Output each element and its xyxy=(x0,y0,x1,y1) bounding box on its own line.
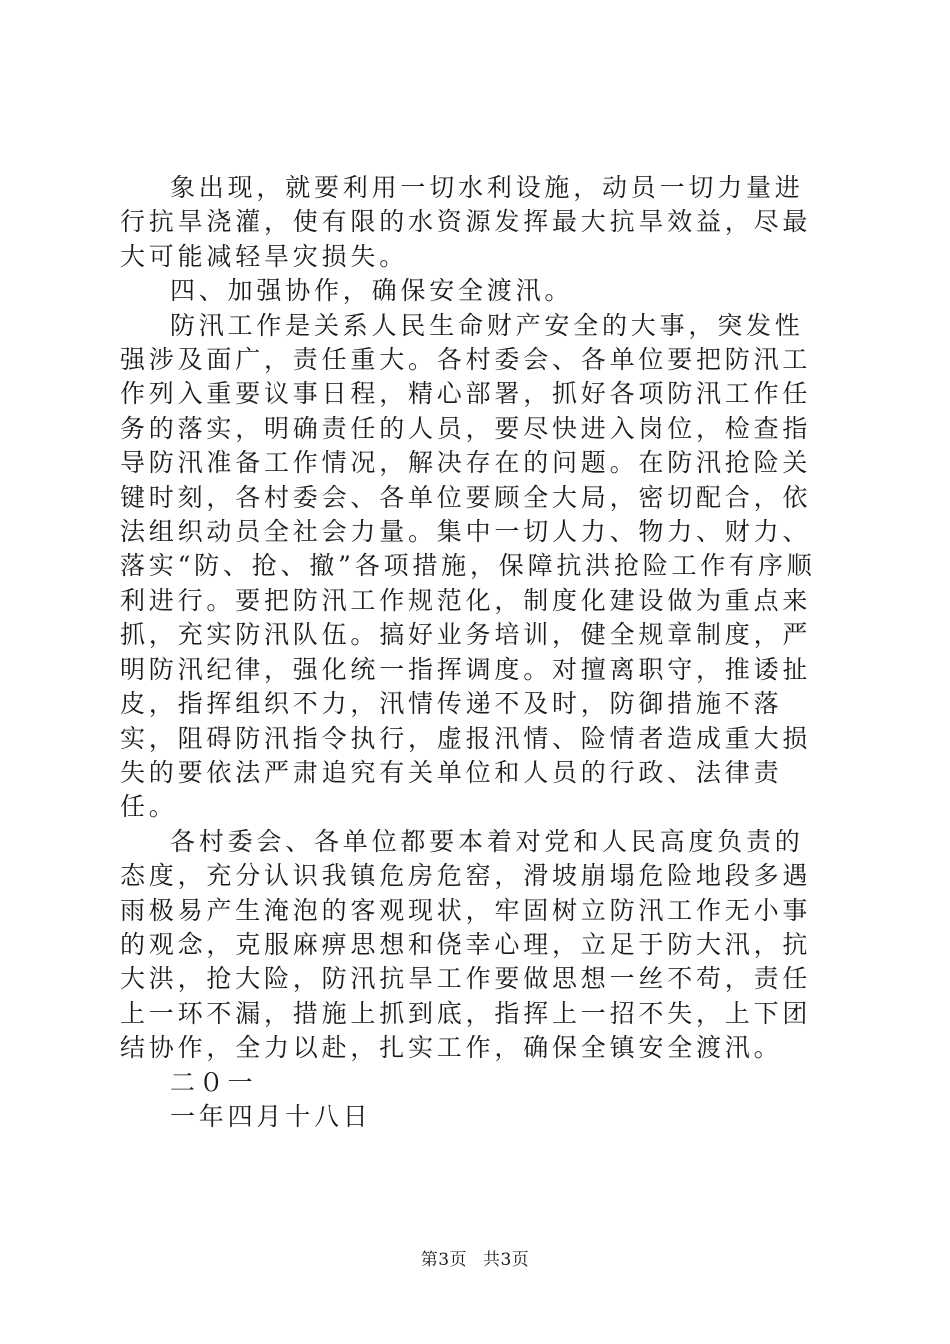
page-footer xyxy=(0,1245,950,1270)
section-heading-cooperation: 四、加强协作，确保安全渡汛。 xyxy=(170,276,574,306)
document-body xyxy=(120,171,832,1134)
page-total: 共3页 xyxy=(482,1250,530,1270)
page-number: 第3页 xyxy=(420,1250,468,1270)
paragraph-flood-control-work: 防汛工作是关系人民生命财产安全的大事，突发性强涉及面广，责任重大。各村委会、各单位要把防汛工作列入重要议事日程，精心部署，抓好各项防汛工作任务的落实，明确责任的人员，要尽快进入岗位，检查指导防汛准备工作情况，解决存在的问题。在防汛抢险关键时刻，各村委会、各单位要顾全大局，密切配合，依法组织动员全社会力量。集中一切人力、物力、财力、落实“防、抢、撤”各项措施，保障抗洪抢险工作有序顺利进行。要把防汛工作规范化，制度化建设做为重点来抓，充实防汛队伍。搞好业务培训，健全规章制度，严明防汛纪律，强化统一指挥调度。对擅离职守，推诿扯皮，指挥组织不力，汛情传递不及时，防御措施不落实，阻碍防汛指令执行，虚报汛情、险情者造成重大损失的要依法严肃追究有关单位和人员的行政、法律责任。 xyxy=(120,310,816,822)
paragraph-drought-relief: 象出现，就要利用一切水利设施，动员一切力量进行抗旱浇灌，使有限的水资源发挥最大抗旱效益，尽最大可能减轻旱灾损失。 xyxy=(120,173,812,271)
date-month-day-line: 一年四月十八日 xyxy=(170,1101,372,1131)
paragraph-responsibility: 各村委会、各单位都要本着对党和人民高度负责的态度，充分认识我镇危房危窑，滑坡崩塌危险地段多遇雨极易产生淹泡的客观现状，牢固树立防汛工作无小事的观念，克服麻痹思想和侥幸心理，立足于防大汛，抗大洪，抢大险，防汛抗旱工作要做思想一丝不苟，责任上一环不漏，措施上抓到底，指挥上一招不失，上下团结协作，全力以赴，扎实工作，确保全镇安全渡汛。 xyxy=(120,826,812,1063)
date-year-line: 二０一 xyxy=(170,1067,257,1097)
